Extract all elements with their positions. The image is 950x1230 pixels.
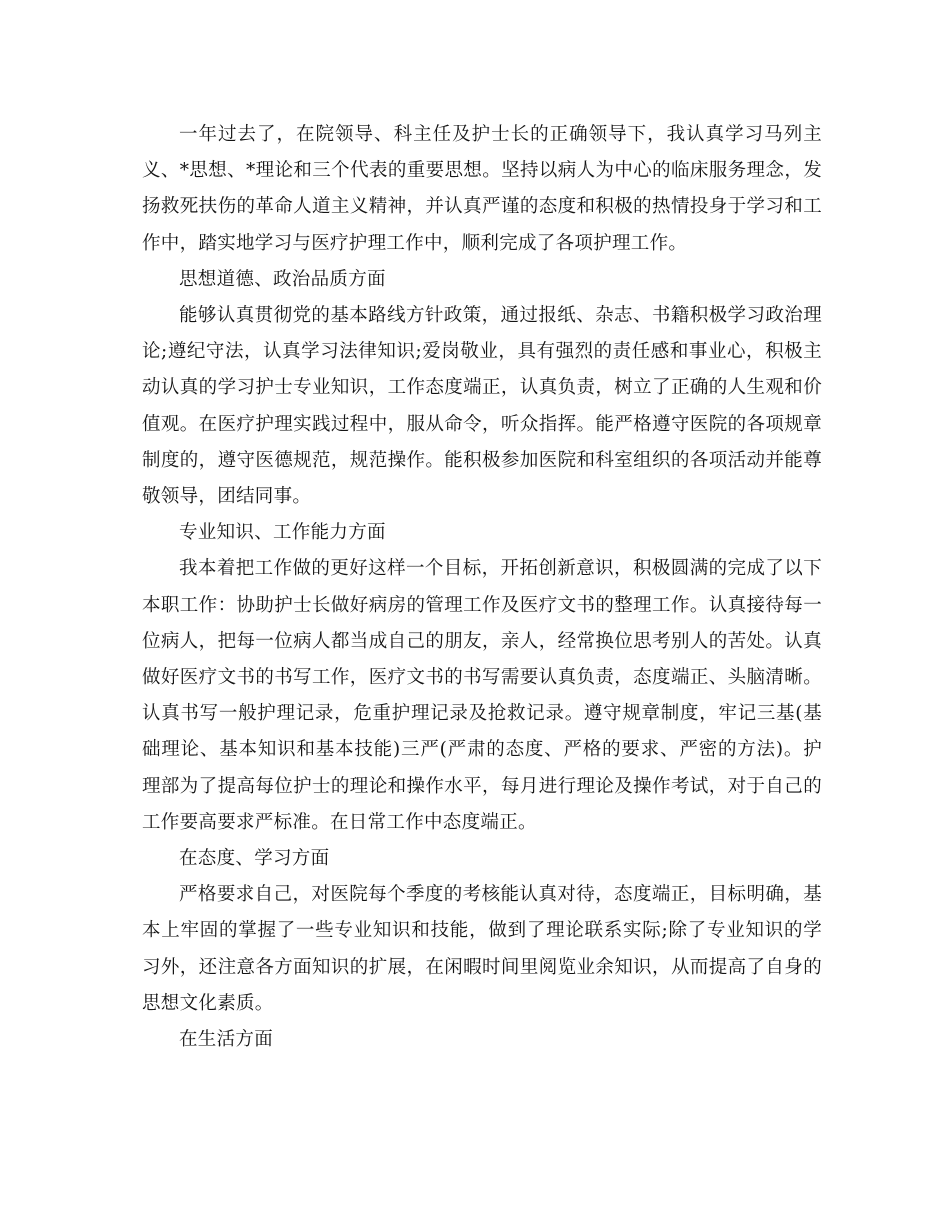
section-heading-ideology: 思想道德、政治品质方面	[179, 268, 386, 290]
document-body	[142, 117, 822, 1058]
attitude-paragraph: 严格要求自己，对医院每个季度的考核能认真对待，态度端正，目标明确，基本上牢固的掌握了一些专业知识和技能，做到了理论联系实际;除了专业知识的学习外，还注意各方面知识的扩展，在闲暇时间里阅览业余知识，从而提高了自身的思想文化素质。	[142, 884, 822, 1014]
section-heading-professional: 专业知识、工作能力方面	[179, 522, 386, 544]
professional-paragraph: 我本着把工作做的更好这样一个目标，开拓创新意识，积极圆满的完成了以下本职工作：协助护士长做好病房的管理工作及医疗文书的整理工作。认真接待每一位病人，把每一位病人都当成自己的朋友，亲人，经常换位思考别人的苦处。认真做好医疗文书的书写工作，医疗文书的书写需要认真负责，态度端正、头脑清晰。认真书写一般护理记录，危重护理记录及抢救记录。遵守规章制度，牢记三基(基础理论、基本知识和基本技能)三严(严肃的态度、严格的要求、严密的方法)。护理部为了提高每位护士的理论和操作水平，每月进行理论及操作考试，对于自己的工作要高要求严标准。在日常工作中态度端正。	[142, 558, 822, 833]
intro-paragraph: 一年过去了，在院领导、科主任及护士长的正确领导下，我认真学习马列主义、*思想、*理论和三个代表的重要思想。坚持以病人为中心的临床服务理念，发扬救死扶伤的革命人道主义精神，并认真严谨的态度和积极的热情投身于学习和工作中，踏实地学习与医疗护理工作中，顺利完成了各项护理工作。	[142, 124, 822, 254]
section-heading-attitude: 在态度、学习方面	[179, 848, 330, 870]
ideology-paragraph: 能够认真贯彻党的基本路线方针政策，通过报纸、杂志、书籍积极学习政治理论;遵纪守法，认真学习法律知识;爱岗敬业，具有强烈的责任感和事业心，积极主动认真的学习护士专业知识，工作态度端正，认真负责，树立了正确的人生观和价值观。在医疗护理实践过程中，服从命令，听众指挥。能严格遵守医院的各项规章制度的，遵守医德规范，规范操作。能积极参加医院和科室组织的各项活动并能尊敬领导，团结同事。	[142, 305, 822, 508]
section-heading-life: 在生活方面	[179, 1029, 274, 1051]
